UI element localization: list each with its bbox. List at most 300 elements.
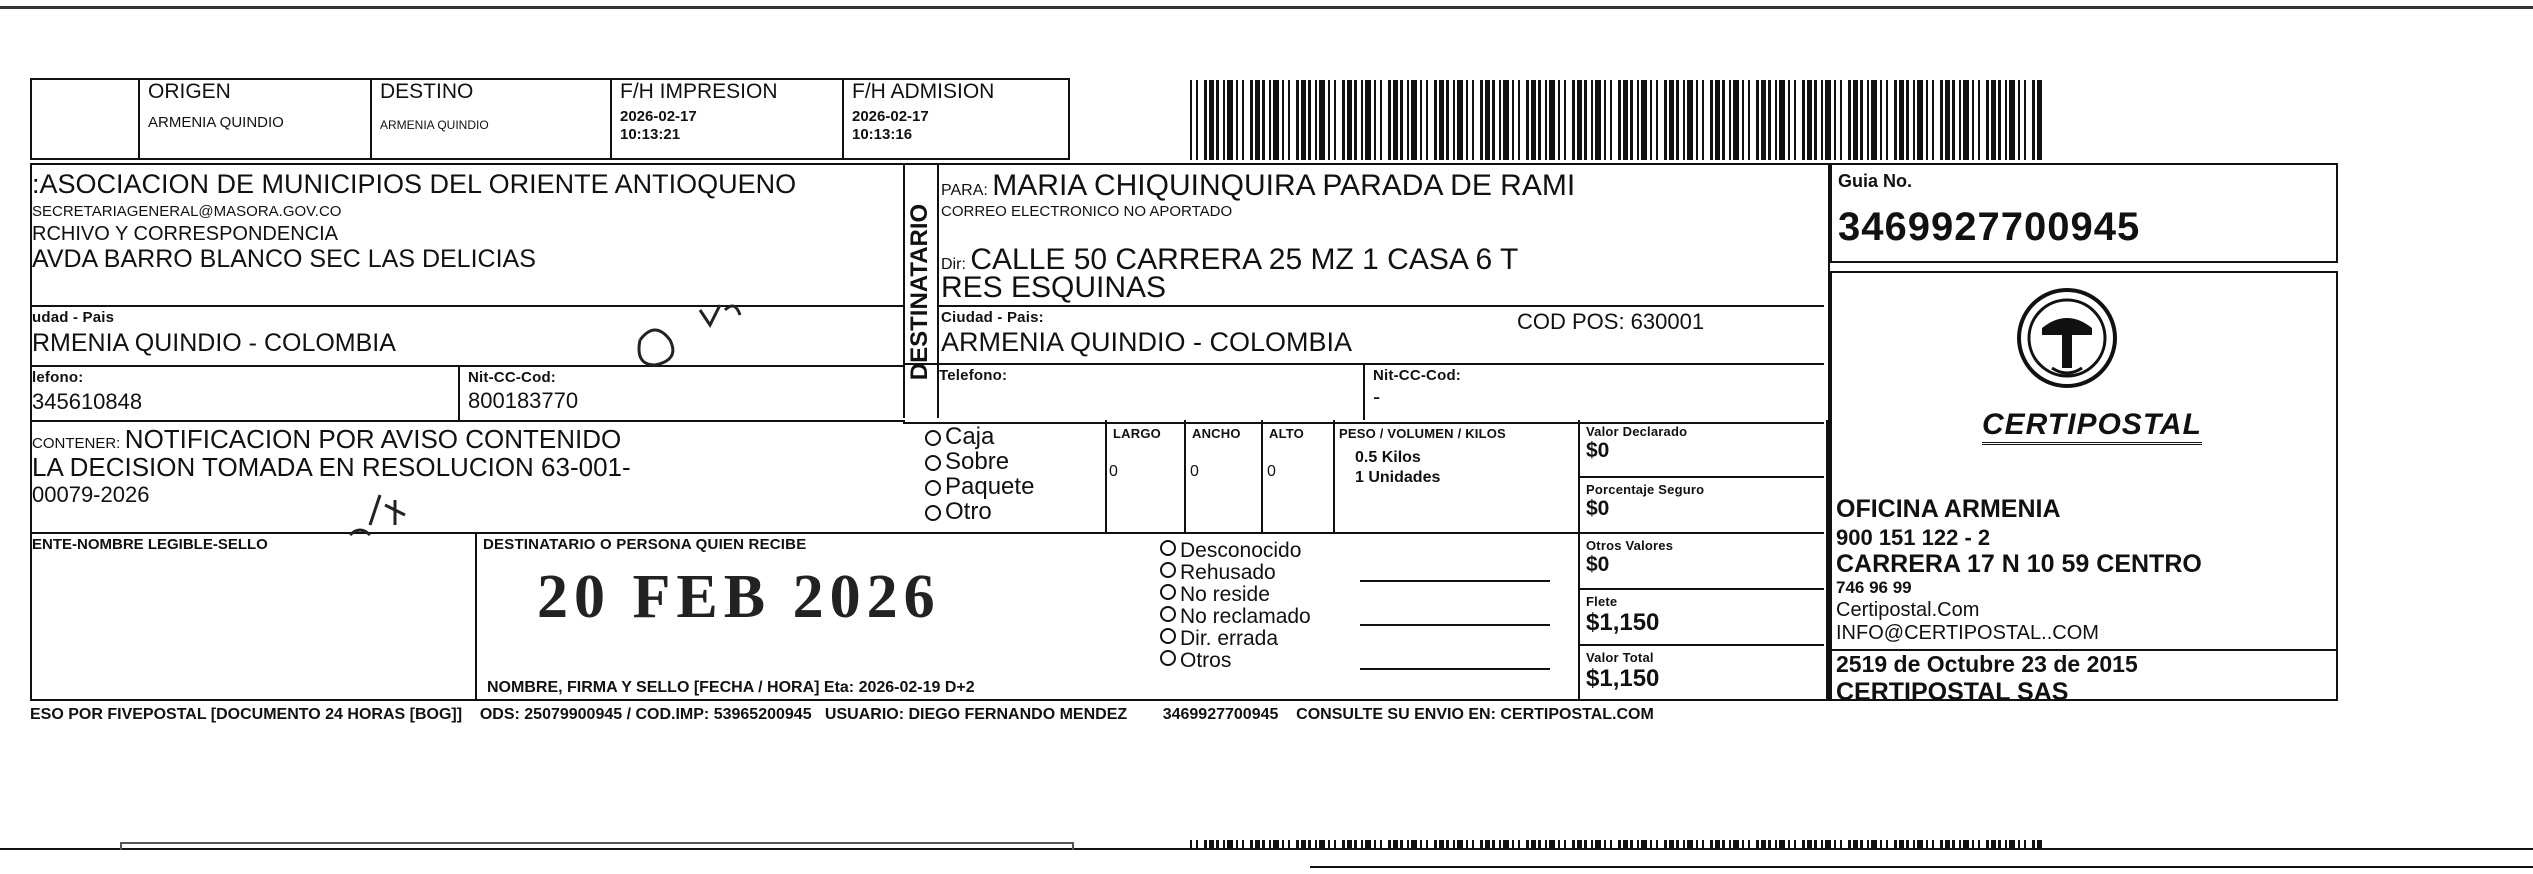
barcode-bar (1342, 840, 1345, 848)
barcode-bar (1807, 80, 1812, 160)
barcode-bar (1236, 840, 1238, 848)
barcode-bar (1512, 840, 1514, 848)
peso-value: 0.5 Kilos (1355, 449, 1421, 466)
barcode-bar (1906, 840, 1909, 848)
recipient-cod-pos: COD POS: 630001 (1517, 309, 1705, 334)
barcode-bar (1518, 80, 1520, 160)
barcode-bar (1886, 840, 1888, 848)
barcode-bar (1715, 80, 1720, 160)
contents-line-3: 00079-2026 (32, 482, 150, 507)
barcode-bar (1748, 80, 1750, 160)
declarado-value: $0 (1586, 439, 1610, 462)
barcode-bar (1572, 840, 1575, 848)
barcode-bar (1577, 840, 1582, 848)
dest-cell (370, 78, 612, 160)
barcode-bar (1825, 840, 1831, 848)
barcode-bar (1733, 80, 1739, 160)
recipient-name: MARIA CHIQUINQUIRA PARADA DE RAMI (992, 169, 1576, 202)
barcode-bar (1853, 840, 1858, 848)
barcode-bar (1696, 80, 1698, 160)
barcode-bar (1991, 80, 1996, 160)
barcode-bar (1282, 80, 1284, 160)
barcode-bar (2018, 80, 2020, 160)
barcode-bar (1334, 80, 1336, 160)
barcode-bar (1748, 840, 1750, 848)
barcode-bar (1761, 840, 1766, 848)
barcode-bar (1880, 80, 1882, 160)
dest-label: DESTINO (380, 80, 474, 103)
recipient-nit-label: Nit-CC-Cod: (1373, 367, 1462, 384)
ancho-value: 0 (1190, 463, 1199, 480)
recipient-address-2: RES ESQUINAS (941, 271, 1167, 304)
barcode-bar (1814, 80, 1817, 160)
dest-value: ARMENIA QUINDIO (380, 118, 489, 132)
barcode-bar (2037, 80, 2042, 160)
barcode-bar (1492, 80, 1495, 160)
barcode-bar (1223, 840, 1225, 848)
unidades-value: 1 Unidades (1355, 469, 1441, 486)
barcode-bar (1572, 80, 1575, 160)
barcode-bar (2024, 840, 2026, 848)
radio-icon (1160, 650, 1176, 666)
barcode-bar (1722, 840, 1725, 848)
barcode-bar (1439, 80, 1444, 160)
barcode-bar (1296, 80, 1299, 160)
barcode-bar (1848, 840, 1851, 848)
reason-no-reside[interactable]: No reside (1160, 584, 1570, 606)
barcode-bar (1361, 80, 1363, 160)
barcode-bar (1216, 840, 1219, 848)
barcode-bar (1334, 840, 1336, 848)
certipostal-logo-icon (2012, 283, 2122, 393)
barcode-bar (1549, 840, 1555, 848)
barcode-bar (1584, 80, 1587, 160)
barcode-bar (1308, 840, 1311, 848)
guide-number-box (1830, 163, 2338, 263)
footer-line: ESO POR FIVEPOSTAL [DOCUMENTO 24 HORAS [BOG]] ODS: 25079900945 / COD.IMP: 53965200945 USUARIO: DIEGO FERNANDO MENDEZ 3469927700945 CONSULTE SU ENVIO EN: CERTIPOSTAL.COM (30, 706, 1654, 723)
radio-icon (925, 505, 941, 521)
barcode-bar (1301, 840, 1306, 848)
certipostal-logo-text: CERTIPOSTAL (1982, 408, 2202, 445)
barcode-bar (1945, 840, 1950, 848)
admit-cell (842, 78, 1072, 160)
barcode-bar (1840, 80, 1842, 160)
para-label: PARA: (941, 182, 988, 199)
barcode-bar (1315, 840, 1317, 848)
barcode-bar (1577, 80, 1582, 160)
barcode-bar (1664, 80, 1667, 160)
dims-block (1105, 420, 1582, 532)
barcode-bar (1860, 840, 1863, 848)
barcode-bar (1439, 840, 1444, 848)
barcode-bar (2005, 840, 2007, 848)
barcode-bar (1899, 840, 1904, 848)
barcode-bar (1250, 840, 1253, 848)
barcode-bar (1374, 840, 1376, 848)
received-date-stamp: 20 FEB 2026 (537, 563, 941, 631)
origin-label: ORIGEN (148, 80, 231, 103)
contents-line-2: LA DECISION TOMADA EN RESOLUCION 63-001- (32, 452, 631, 482)
barcode-bar (1255, 80, 1260, 160)
contents-label: CONTENER: (32, 435, 121, 452)
barcode-bar (1978, 80, 1980, 160)
barcode-bar (1457, 840, 1463, 848)
barcode-bar (1434, 80, 1437, 160)
barcode-bar (1564, 80, 1566, 160)
barcode-bar (1871, 80, 1877, 160)
barcode-bar (1499, 80, 1501, 160)
barcode-bar (1610, 840, 1612, 848)
barcode-bar (2009, 80, 2015, 160)
barcode-bar (1794, 80, 1796, 160)
barcode-bar (1407, 80, 1409, 160)
recipient-phone-label: Telefono: (939, 367, 1008, 384)
barcode-bar (1545, 840, 1547, 848)
barcode-bar (1867, 840, 1869, 848)
contents-line-1: NOTIFICACION POR AVISO CONTENIDO (124, 424, 622, 454)
otros-value: $0 (1586, 553, 1610, 576)
barcode-bar (1986, 840, 1989, 848)
barcode-bar (1794, 840, 1796, 848)
barcode-bar (1595, 80, 1601, 160)
origin-cell (138, 78, 370, 160)
reason-dir-errada[interactable]: Dir. errada (1160, 628, 1570, 650)
barcode-bar (2037, 840, 2042, 848)
radio-icon (1160, 540, 1176, 556)
sender-signature-label: ENTE-NOMBRE LEGIBLE-SELLO (32, 536, 268, 553)
barcode-bar (1702, 840, 1704, 848)
radio-icon (1160, 628, 1176, 644)
barcode-bar (1485, 840, 1490, 848)
barcode-bar (1860, 80, 1863, 160)
peso-label: PESO / VOLUMEN / KILOS (1339, 426, 1506, 441)
barcode-bar (1788, 80, 1790, 160)
barcode-bar (1669, 840, 1674, 848)
barcode-bar (1453, 80, 1455, 160)
barcode-bar (1466, 80, 1468, 160)
barcode-bar (1209, 80, 1214, 160)
barcode-bar (1393, 840, 1398, 848)
barcode-bar (1319, 840, 1325, 848)
barcode-bar (1457, 80, 1463, 160)
barcode-bar (1710, 80, 1713, 160)
recipient-side-label: DESTINATARIO (906, 203, 933, 381)
barcode-bar (1388, 840, 1391, 848)
values-column (1578, 420, 1828, 701)
barcode-bar (1656, 80, 1658, 160)
barcode-bar (1886, 80, 1888, 160)
barcode-bar (1296, 840, 1299, 848)
barcode-bar (1775, 840, 1777, 848)
barcode-bar (1604, 840, 1606, 848)
barcode-bar (1623, 840, 1628, 848)
handwritten-scribble (330, 260, 850, 580)
barcode-bar (1641, 80, 1647, 160)
barcode-bar (1972, 80, 1974, 160)
barcode-bar (1650, 840, 1652, 848)
barcode-bar (1204, 840, 1207, 848)
barcode-bar (1926, 840, 1928, 848)
largo-value: 0 (1109, 463, 1118, 480)
barcode-bar (1204, 80, 1207, 160)
barcode-bar (1840, 840, 1842, 848)
barcode-bar (1880, 840, 1882, 848)
barcode-bar (2032, 80, 2035, 160)
barcode-bar (1365, 840, 1371, 848)
barcode-bar (1480, 840, 1483, 848)
sender-city-label: udad - Pais (32, 309, 115, 326)
barcode-bar (1991, 840, 1996, 848)
barcode-bar (1223, 80, 1225, 160)
barcode-bar (1347, 80, 1352, 160)
barcode-bar (1913, 80, 1915, 160)
barcode-bar (1315, 80, 1317, 160)
barcode-bar (1610, 80, 1612, 160)
barcode-bar (1871, 840, 1877, 848)
office-company: CERTIPOSTAL SAS (1836, 678, 2069, 706)
reason-desconocido[interactable]: Desconocido (1160, 540, 1570, 562)
barcode-bar (1775, 80, 1777, 160)
barcode-bar (1269, 840, 1271, 848)
barcode-bar (1434, 840, 1437, 848)
barcode-bar (1715, 840, 1720, 848)
barcode-bar (1328, 840, 1330, 848)
barcode-bar (1906, 80, 1909, 160)
barcode-bar (1630, 80, 1633, 160)
barcode-bar (1591, 80, 1593, 160)
return-reasons (1160, 540, 1570, 672)
barcode-bar (1236, 80, 1238, 160)
dir-label: Dir: (941, 256, 966, 273)
barcode-bar (2005, 80, 2007, 160)
barcode-bar (1848, 80, 1851, 160)
barcode-bar (1683, 840, 1685, 848)
barcode-bar (1807, 840, 1812, 848)
sender-phone-label: lefono: (32, 369, 84, 386)
barcode-bar (1972, 840, 1974, 848)
admit-time: 10:13:16 (852, 126, 913, 143)
pkg-paquete[interactable]: Paquete (925, 474, 1105, 499)
barcode-bar (1853, 80, 1858, 160)
barcode-bar (1499, 840, 1501, 848)
recipient-city-label: Ciudad - Pais: (941, 309, 1044, 326)
barcode-bar (1503, 840, 1509, 848)
barcode-bar (1821, 80, 1823, 160)
reason-no-reclamado[interactable]: No reclamado (1160, 606, 1570, 628)
barcode-bar (1687, 80, 1693, 160)
scan-edge-top (0, 6, 2533, 9)
origin-value: ARMENIA QUINDIO (148, 114, 284, 131)
barcode-bar (2009, 840, 2015, 848)
seguro-value: $0 (1586, 497, 1610, 520)
barcode-bar (1932, 840, 1934, 848)
barcode-bar (1604, 80, 1606, 160)
barcode-bar (1319, 80, 1325, 160)
barcode-bar (1998, 80, 2001, 160)
barcode-bar (1354, 80, 1357, 160)
barcode-bar (1702, 80, 1704, 160)
office-email: INFO@CERTIPOSTAL..COM (1836, 622, 2099, 644)
barcode-bar (1526, 840, 1529, 848)
barcode-bar (1242, 80, 1244, 160)
recipient-city-row (937, 305, 1824, 365)
barcode-bar (1216, 80, 1219, 160)
office-address: CARRERA 17 N 10 59 CENTRO (1836, 550, 2202, 578)
barcode-bar (1761, 80, 1766, 160)
barcode-bar (1959, 80, 1961, 160)
barcode-bar (1618, 80, 1621, 160)
barcode-bar (1932, 80, 1934, 160)
barcode-bar (1411, 80, 1417, 160)
barcode-bar (1834, 80, 1836, 160)
barcode-bar (1618, 840, 1621, 848)
barcode-bar (1986, 80, 1989, 160)
barcode-bar (1538, 80, 1541, 160)
barcode-bar (1503, 80, 1509, 160)
barcode-bar (1742, 840, 1744, 848)
reason-otros[interactable]: Otros (1160, 650, 1570, 672)
barcode-bar (1669, 80, 1674, 160)
barcode-bar (1526, 80, 1529, 160)
sender-nit-label: Nit-CC-Cod: (468, 369, 557, 386)
barcode-bar (1899, 80, 1904, 160)
barcode-bar (1595, 840, 1601, 848)
print-label: F/H IMPRESION (620, 80, 778, 103)
pkg-sobre[interactable]: Sobre (925, 449, 1105, 474)
barcode-bar (1676, 80, 1679, 160)
barcode-bar (1945, 80, 1950, 160)
barcode-bar (1802, 80, 1805, 160)
barcode-bar (1485, 80, 1490, 160)
barcode-bar (1802, 840, 1805, 848)
barcode-bar (1913, 840, 1915, 848)
barcode-bar (1779, 80, 1785, 160)
radio-icon (1160, 606, 1176, 622)
guide-number: 3469927700945 (1838, 205, 2141, 249)
barcode-bar (1733, 840, 1739, 848)
barcode-bar (1407, 840, 1409, 848)
barcode-bar (1683, 80, 1685, 160)
barcode-bar (1940, 80, 1943, 160)
ancho-label: ANCHO (1192, 426, 1241, 441)
barcode-bar (1426, 80, 1428, 160)
barcode-bar (1545, 80, 1547, 160)
guide-label: Guia No. (1838, 171, 1913, 191)
radio-icon (1160, 562, 1176, 578)
barcode-bar (1623, 80, 1628, 160)
recipient-block (937, 165, 1822, 305)
barcode-bar (1453, 840, 1455, 848)
barcode-bar (1963, 840, 1969, 848)
admit-label: F/H ADMISION (852, 80, 995, 103)
declarado-label: Valor Declarado (1586, 424, 1688, 439)
barcode-bar (1549, 80, 1555, 160)
barcode-bar (1365, 80, 1371, 160)
barcode-bar (1446, 840, 1449, 848)
sender-nit: 800183770 (468, 388, 579, 413)
barcode-bar (1273, 80, 1279, 160)
radio-icon (1160, 584, 1176, 600)
barcode-bar (1998, 840, 2001, 848)
barcode-bar (1630, 840, 1633, 848)
barcode-bar (1273, 840, 1279, 848)
barcode-bar (1687, 840, 1693, 848)
barcode-bar (1472, 840, 1474, 848)
sender-phone: 345610848 (32, 389, 143, 414)
barcode-bar (2032, 840, 2035, 848)
barcode-bar (1768, 80, 1771, 160)
barcode-bar (1821, 840, 1823, 848)
barcode-bar (1380, 840, 1382, 848)
reason-rehusado[interactable]: Rehusado (1160, 562, 1570, 584)
barcode-bar (1656, 840, 1658, 848)
barcode-bar (1518, 840, 1520, 848)
flete-value: $1,150 (1586, 609, 1660, 636)
barcode-bar (1269, 80, 1271, 160)
barcode-bar (1288, 840, 1290, 848)
company-box (1830, 271, 2338, 706)
barcode-bar (1301, 80, 1306, 160)
office-phone: 746 96 99 (1836, 578, 1912, 597)
barcode-bar (1388, 80, 1391, 160)
barcode-bar (1591, 840, 1593, 848)
barcode-bar (1676, 840, 1679, 848)
barcode-bar (1834, 840, 1836, 848)
barcode-bar (1814, 840, 1817, 848)
barcode-bar (1255, 840, 1260, 848)
office-name: OFICINA ARMENIA (1836, 495, 2061, 523)
barcode-bar (1196, 80, 1198, 160)
recipient-city: ARMENIA QUINDIO - COLOMBIA (941, 327, 1353, 357)
barcode-bar (2024, 80, 2026, 160)
barcode-bar (1190, 80, 1192, 160)
barcode (1190, 80, 2040, 160)
barcode-bar (1558, 840, 1560, 848)
pkg-caja[interactable]: Caja (925, 424, 1105, 449)
barcode-bar (1400, 80, 1403, 160)
barcode-bar (1512, 80, 1514, 160)
barcode-bar (1825, 80, 1831, 160)
barcode-bar (1894, 840, 1897, 848)
signature-footer: NOMBRE, FIRMA Y SELLO [FECHA / HORA] Eta: 2026-02-19 D+2 (487, 679, 975, 696)
barcode-bar (1788, 840, 1790, 848)
sender-address: AVDA BARRO BLANCO SEC LAS DELICIAS (32, 245, 536, 273)
barcode-bar (1867, 80, 1869, 160)
barcode-bar (1917, 80, 1923, 160)
pkg-otro[interactable]: Otro (925, 499, 1105, 524)
barcode-bar (1664, 840, 1667, 848)
flete-label: Flete (1586, 594, 1618, 609)
barcode-bar (1472, 80, 1474, 160)
print-cell (610, 78, 844, 160)
barcode-bar (1729, 80, 1731, 160)
barcode-bar (1952, 840, 1955, 848)
barcode-bar (1584, 840, 1587, 848)
recipient-email: CORREO ELECTRONICO NO APORTADO (941, 203, 1233, 220)
barcode-bar (1696, 840, 1698, 848)
barcode-bar (1262, 80, 1265, 160)
barcode-bar (1756, 80, 1759, 160)
next-label-edge (0, 848, 2533, 874)
barcode-bar (1380, 80, 1382, 160)
seguro-label: Porcentaje Seguro (1586, 482, 1705, 497)
barcode-bar (1466, 840, 1468, 848)
barcode-bar (1917, 840, 1923, 848)
alto-label: ALTO (1269, 426, 1304, 441)
barcode-bar (1420, 80, 1422, 160)
barcode-bar (1538, 840, 1541, 848)
barcode-bar (1756, 840, 1759, 848)
